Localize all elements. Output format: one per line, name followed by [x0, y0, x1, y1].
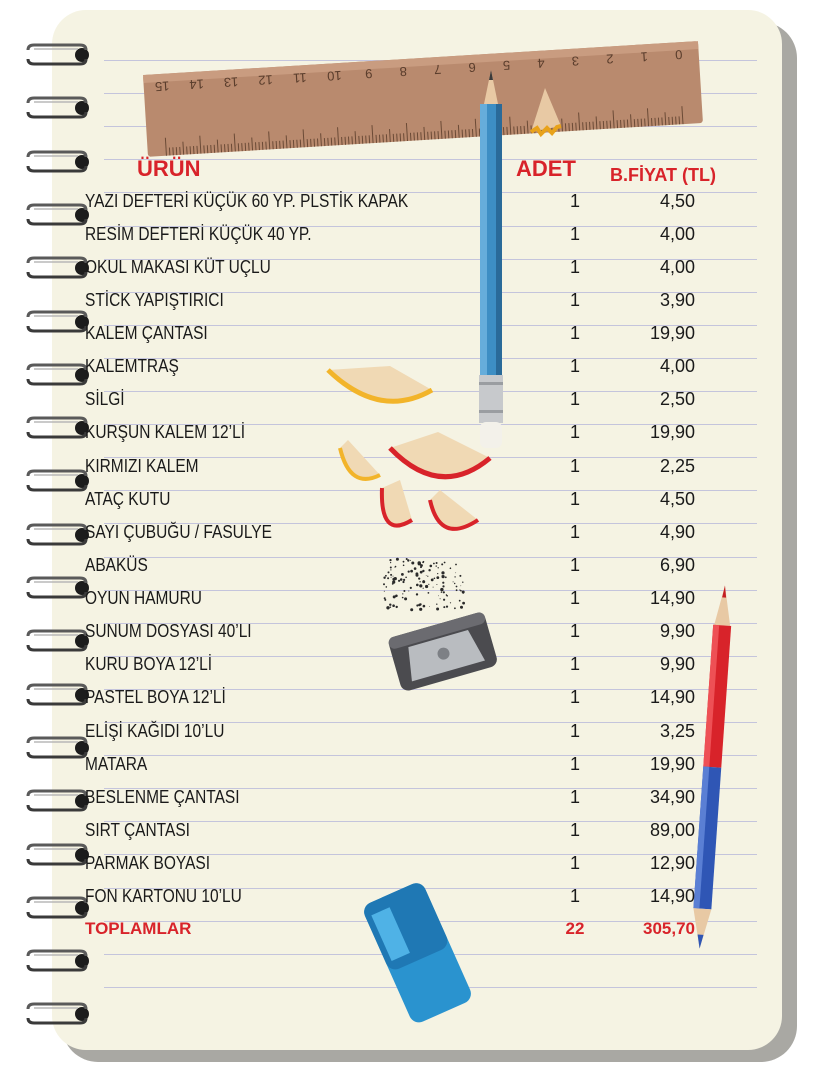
item-name: OKUL MAKASI KÜT UÇLU: [85, 257, 271, 277]
list-item: [85, 582, 695, 615]
item-name: KURU BOYA 12’Lİ: [85, 654, 213, 674]
item-price: 2,50: [659, 389, 695, 409]
spiral-ring-icon: [24, 42, 90, 68]
item-name: BESLENME ÇANTASI: [85, 787, 240, 807]
spiral-ring-icon: [24, 682, 90, 708]
list-item: [85, 748, 695, 781]
ruler-number: 12: [257, 72, 274, 88]
spiral-ring-icon: [24, 948, 90, 974]
item-quantity: 1: [569, 356, 580, 376]
ruler-number: 13: [223, 74, 239, 91]
item-price: 3,25: [659, 721, 695, 741]
column-header-product: ÜRÜN: [137, 156, 201, 181]
item-name: STİCK YAPIŞTIRICI: [85, 290, 224, 310]
item-name: SİLGİ: [85, 389, 125, 409]
ruler-number: 11: [292, 70, 308, 86]
item-price: 4,90: [659, 522, 695, 542]
item-quantity: 1: [569, 853, 580, 873]
item-quantity: 1: [569, 257, 580, 277]
spiral-ring-icon: [24, 628, 90, 654]
ruler-number: 9: [364, 66, 373, 82]
spiral-ring-icon: [24, 202, 90, 228]
pencil-shaving-icon: [527, 84, 567, 140]
item-name: YAZI DEFTERİ KÜÇÜK 60 YP. PLSTİK KAPAK: [85, 191, 409, 211]
spiral-ring-icon: [24, 842, 90, 868]
item-quantity: 1: [569, 422, 580, 442]
totals-price: 305,70: [643, 919, 695, 938]
item-price: 34,90: [649, 787, 695, 807]
item-price: 4,00: [659, 224, 695, 244]
spiral-ring-icon: [24, 788, 90, 814]
spiral-ring-icon: [24, 255, 90, 281]
spiral-ring-icon: [24, 735, 90, 761]
item-name: ELİŞİ KAĞIDI 10’LU: [85, 721, 225, 741]
item-name: SAYI ÇUBUĞU / FASULYE: [85, 522, 272, 542]
item-quantity: 1: [569, 721, 580, 741]
ruler-number: 6: [468, 59, 477, 76]
item-name: ABAKÜS: [85, 555, 148, 575]
item-quantity: 1: [569, 787, 580, 807]
item-price: 9,90: [659, 654, 695, 674]
ruler-number: 1: [640, 49, 649, 65]
item-quantity: 1: [569, 191, 580, 211]
item-quantity: 1: [569, 290, 580, 310]
list-item: [85, 483, 695, 516]
list-item: [85, 681, 695, 714]
item-quantity: 1: [569, 224, 580, 244]
item-name: OYUN HAMURU: [85, 588, 202, 608]
item-price: 4,50: [659, 489, 695, 509]
item-price: 3,90: [659, 290, 695, 310]
ruler-number: 3: [571, 53, 580, 69]
list-item: [85, 284, 695, 317]
item-quantity: 1: [569, 588, 580, 608]
item-price: 12,90: [649, 853, 695, 873]
list-item: [85, 880, 695, 913]
list-item: [85, 251, 695, 284]
item-price: 9,90: [659, 621, 695, 641]
ruler-number: 10: [326, 67, 343, 84]
item-price: 14,90: [649, 687, 695, 707]
item-name: KALEMTRAŞ: [85, 356, 179, 376]
ruler-number: 8: [399, 63, 408, 80]
item-price: 14,90: [649, 588, 695, 608]
item-quantity: 1: [569, 489, 580, 509]
spiral-ring-icon: [24, 522, 90, 548]
totals-row: [85, 913, 695, 946]
ruler-number: 14: [188, 76, 205, 93]
item-price: 19,90: [649, 323, 695, 343]
list-item: [85, 317, 695, 350]
item-name: PARMAK BOYASI: [85, 853, 211, 873]
list-item: [85, 516, 695, 549]
item-name: KALEM ÇANTASI: [85, 323, 208, 343]
list-item: [85, 648, 695, 681]
list-item: [85, 218, 695, 251]
spiral-ring-icon: [24, 415, 90, 441]
item-price: 14,90: [649, 886, 695, 906]
column-header-unit-price: B.FİYAT (TL): [610, 165, 716, 185]
ruler-number: 4: [536, 55, 546, 71]
item-quantity: 1: [569, 456, 580, 476]
item-quantity: 1: [569, 323, 580, 343]
list-item: [85, 185, 695, 218]
item-quantity: 1: [569, 754, 580, 774]
item-quantity: 1: [569, 820, 580, 840]
list-item: [85, 549, 695, 582]
item-name: SIRT ÇANTASI: [85, 820, 190, 840]
item-price: 19,90: [649, 754, 695, 774]
list-item: [85, 814, 695, 847]
item-quantity: 1: [569, 886, 580, 906]
list-item: [85, 847, 695, 880]
item-name: RESİM DEFTERİ KÜÇÜK 40 YP.: [85, 224, 312, 244]
spiral-ring-icon: [24, 95, 90, 121]
spiral-ring-icon: [24, 468, 90, 494]
list-item: [85, 350, 695, 383]
item-quantity: 1: [569, 687, 580, 707]
spiral-ring-icon: [24, 309, 90, 335]
ruler-number: 5: [502, 57, 511, 74]
item-price: 2,25: [659, 456, 695, 476]
item-name: ATAÇ KUTU: [85, 489, 171, 509]
list-item: [85, 416, 695, 449]
ruler-number: 7: [433, 61, 442, 78]
item-name: MATARA: [85, 754, 148, 774]
item-price: 4,50: [659, 191, 695, 211]
item-name: SUNUM DOSYASI 40’LI: [85, 621, 252, 641]
ruler-number: 2: [605, 51, 614, 67]
spiral-ring-icon: [24, 362, 90, 388]
list-item: [85, 615, 695, 648]
ruler-number: 15: [154, 78, 170, 95]
list-item: [85, 715, 695, 748]
list-item: [85, 450, 695, 483]
ruled-line: [104, 159, 757, 160]
totals-quantity: 22: [565, 919, 585, 938]
spiral-ring-icon: [24, 895, 90, 921]
item-price: 4,00: [659, 356, 695, 376]
item-price: 6,90: [659, 555, 695, 575]
item-name: KIRMIZI KALEM: [85, 456, 199, 476]
column-header-quantity: ADET: [516, 156, 576, 181]
item-quantity: 1: [569, 654, 580, 674]
spiral-ring-icon: [24, 1001, 90, 1027]
item-name: PASTEL BOYA 12’Lİ: [85, 687, 226, 707]
list-item: [85, 383, 695, 416]
item-quantity: 1: [569, 621, 580, 641]
spiral-ring-icon: [24, 575, 90, 601]
item-quantity: 1: [569, 522, 580, 542]
ruler-icon: [140, 18, 705, 148]
item-price: 19,90: [649, 422, 695, 442]
list-item: [85, 781, 695, 814]
ruler-number: 0: [674, 47, 683, 63]
item-price: 89,00: [649, 820, 695, 840]
totals-label: TOPLAMLAR: [85, 919, 192, 938]
item-name: FON KARTONU 10’LU: [85, 886, 242, 906]
item-price: 4,00: [659, 257, 695, 277]
item-quantity: 1: [569, 389, 580, 409]
item-quantity: 1: [569, 555, 580, 575]
spiral-ring-icon: [24, 149, 90, 175]
item-name: KURŞUN KALEM 12’Lİ: [85, 422, 246, 442]
